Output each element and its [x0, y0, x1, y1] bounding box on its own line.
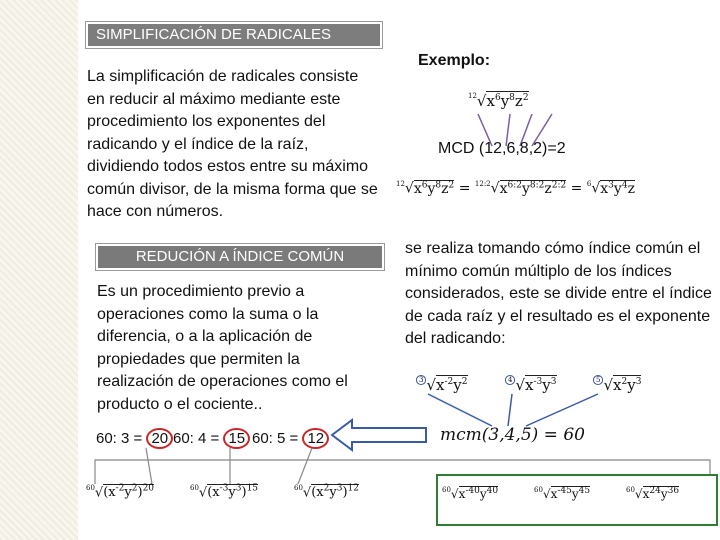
- final-radical-3: $^{60}√x^{24}y^{36}$: [626, 486, 680, 501]
- radical-index-3: $^3$ $√x^{-2}y^2$: [416, 376, 468, 394]
- division-2: 60: 4 = 15: [173, 428, 250, 449]
- mcd-text: MCD (12,6,8,2)=2: [438, 140, 566, 157]
- division-1: 60: 3 = 20: [96, 428, 173, 449]
- common-index-paragraph: Es un procedimiento previo a operaciones como la suma o la diferencia, o a la aplicación de propiedades que permiten la realización de operaciones como el producto o el cociente..: [97, 283, 348, 413]
- radical-index-4: $^4$ $√x^{-3}y^3$: [505, 376, 557, 394]
- final-radical-2: $^{60}√x^{-45}y^{45}$: [534, 486, 591, 501]
- result-radical-3: $^{60}√(x^2y^3)^{12}$: [294, 484, 359, 501]
- radical-example: $^{12}√x^6y^8z^2$: [468, 92, 529, 110]
- result-radical-1: $^{60}√(x^{-2}y^2)^{20}$: [86, 484, 155, 501]
- final-radical-1: $^{60}√x^{-40}y^{40}$: [442, 486, 499, 501]
- example-label: Exemplo:: [418, 52, 491, 69]
- intro-paragraph: La simplificación de radicales consiste en reducir al máximo mediante este procedimiento los exponentes del radicando y el índice de la raíz, dividiendo todos estos entre su máximo común divisor, de la misma forma que se hace con números.: [87, 68, 378, 220]
- division-result-1: 20: [146, 428, 173, 449]
- radical-index-5: $^5$ $√x^2y^3$: [593, 376, 641, 394]
- lcm-equation: mcm(3,4,5) = 60: [440, 425, 585, 445]
- division-result-3: 12: [302, 428, 329, 449]
- section-header-common-index: REDUCIÓN A ÍNDICE COMÚN: [96, 244, 384, 270]
- result-radical-2: $^{60}√(x^{-3}y^3)^{15}$: [190, 484, 259, 501]
- decorative-strip: [0, 0, 78, 540]
- explanation-paragraph: se realiza tomando cómo índice común el mínimo común múltiplo de los índices considerados, este se divide entre el índice de cada raíz y el resultado es el exponente del radicando:: [405, 240, 712, 347]
- simplification-equation: $^{12}√x^6y^8z^2 = ^{12:2}√x^{6:2}y^{8:2}z^{2:2} = ^6√x^3y^4z$: [396, 180, 635, 197]
- division-result-2: 15: [223, 428, 250, 449]
- division-3: 60: 5 = 12: [252, 428, 329, 449]
- section-header-simplification: SIMPLIFICACIÓN DE RADICALES: [86, 22, 382, 48]
